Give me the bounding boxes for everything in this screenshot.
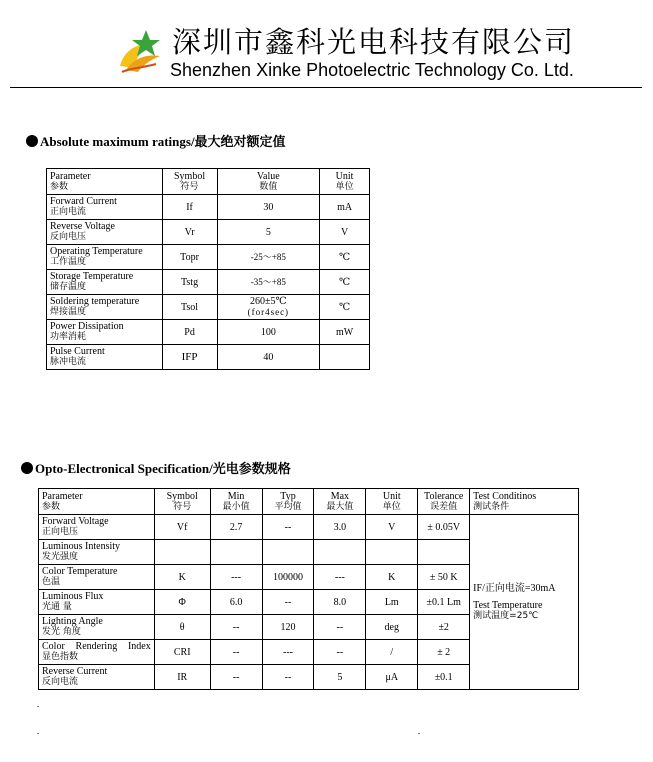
value-cell: 40 xyxy=(217,345,320,370)
typ-cell: --- xyxy=(262,640,314,665)
header-symbol: Symbol 符号 xyxy=(162,169,217,195)
tolerance-cell: ±0.1 Lm xyxy=(418,590,470,615)
table-row xyxy=(47,295,370,320)
min-cell: --- xyxy=(210,565,262,590)
max-cell: -- xyxy=(314,615,366,640)
bullet-icon xyxy=(26,135,38,147)
param-cell: Lighting Angle 发光 角度 xyxy=(39,615,155,640)
symbol-cell: Vr xyxy=(162,220,217,245)
header-unit: Unit 单位 xyxy=(320,169,370,195)
param-cell: Color Temperature 色温 xyxy=(39,565,155,590)
tolerance-cell xyxy=(418,540,470,565)
value-cell: 100 xyxy=(217,320,320,345)
symbol-cell: Tstg xyxy=(162,270,217,295)
header-symbol: Symbol 符号 xyxy=(154,489,210,515)
opto-electronical-spec-table xyxy=(38,488,579,690)
unit-cell: ℃ xyxy=(320,270,370,295)
table-row xyxy=(47,270,370,295)
document-header xyxy=(0,0,653,92)
param-cell: Forward Voltage 正向电压 xyxy=(39,515,155,540)
company-name-chinese: 深圳市鑫科光电科技有限公司 xyxy=(172,25,576,59)
typ-cell: 120 xyxy=(262,615,314,640)
stray-mark xyxy=(37,733,39,734)
param-cell: Reverse Current 反向电流 xyxy=(39,665,155,690)
symbol-cell: CRI xyxy=(154,640,210,665)
bullet-icon xyxy=(21,462,33,474)
value-cell: 30 xyxy=(217,195,320,220)
section-title-opto-spec xyxy=(21,458,291,477)
symbol-cell: Vf xyxy=(154,515,210,540)
param-cell: Power Dissipation 功率消耗 xyxy=(47,320,163,345)
stray-mark xyxy=(37,706,39,707)
tolerance-cell: ± 50 K xyxy=(418,565,470,590)
unit-cell: V xyxy=(366,515,418,540)
typ-cell: -- xyxy=(262,515,314,540)
tolerance-cell: ± 2 xyxy=(418,640,470,665)
min-cell: -- xyxy=(210,615,262,640)
max-cell: --- xyxy=(314,565,366,590)
symbol-cell: θ xyxy=(154,615,210,640)
min-cell: 6.0 xyxy=(210,590,262,615)
unit-cell: mA xyxy=(320,195,370,220)
param-cell: Forward Current 正向电流 xyxy=(47,195,163,220)
table-row xyxy=(47,220,370,245)
header-unit: Unit 单位 xyxy=(366,489,418,515)
min-cell xyxy=(210,540,262,565)
header-max: Max 最大值 xyxy=(314,489,366,515)
value-cell: -25～+85 xyxy=(217,245,320,270)
typ-cell: -- xyxy=(262,590,314,615)
company-logo xyxy=(116,28,168,76)
unit-cell: / xyxy=(366,640,418,665)
symbol-cell: Tsol xyxy=(162,295,217,320)
tolerance-cell: ±0.1 xyxy=(418,665,470,690)
table-row xyxy=(47,245,370,270)
symbol-cell xyxy=(154,540,210,565)
header-divider xyxy=(10,87,642,88)
param-cell: Luminous Intensity 发光强度 xyxy=(39,540,155,565)
unit-cell: deg xyxy=(366,615,418,640)
param-cell: Operating Temperature 工作温度 xyxy=(47,245,163,270)
header-test-conditions: Test Conditinos 测试条件 xyxy=(470,489,579,515)
header-parameter: Parameter 参数 xyxy=(39,489,155,515)
unit-cell: mW xyxy=(320,320,370,345)
param-cell: Pulse Current 脉冲电流 xyxy=(47,345,163,370)
tolerance-cell: ± 0.05V xyxy=(418,515,470,540)
unit-cell xyxy=(366,540,418,565)
header-typ: Typ 平均值 xyxy=(262,489,314,515)
value-cell: 260±5℃ (for4sec) xyxy=(217,295,320,320)
symbol-cell: If xyxy=(162,195,217,220)
symbol-cell: Φ xyxy=(154,590,210,615)
max-cell: -- xyxy=(314,640,366,665)
section-title-text: Absolute maximum ratings/最大绝对额定值 xyxy=(40,134,286,149)
header-parameter: Parameter 参数 xyxy=(47,169,163,195)
tolerance-cell: ±2 xyxy=(418,615,470,640)
max-cell: 5 xyxy=(314,665,366,690)
test-condition-line: IF/正向电流=30mA xyxy=(473,582,556,594)
min-cell: 2.7 xyxy=(210,515,262,540)
table-header-row xyxy=(47,169,370,195)
section-title-absolute-ratings xyxy=(26,131,286,150)
unit-cell: ℃ xyxy=(320,245,370,270)
table-row xyxy=(47,195,370,220)
table-row xyxy=(47,345,370,370)
header-tolerance: Tolerance 误差值 xyxy=(418,489,470,515)
test-conditions-cell xyxy=(470,515,579,690)
symbol-cell: Pd xyxy=(162,320,217,345)
symbol-cell: IR xyxy=(154,665,210,690)
typ-cell: -- xyxy=(262,665,314,690)
max-cell: 8.0 xyxy=(314,590,366,615)
table-row xyxy=(47,320,370,345)
header-min: Min 最小值 xyxy=(210,489,262,515)
symbol-cell: IFP xyxy=(162,345,217,370)
max-cell xyxy=(314,540,366,565)
typ-cell: 100000 xyxy=(262,565,314,590)
typ-cell xyxy=(262,540,314,565)
symbol-cell: Topr xyxy=(162,245,217,270)
section-title-text: Opto-Electronical Specification/光电参数规格 xyxy=(35,461,291,476)
unit-cell xyxy=(320,345,370,370)
min-cell: -- xyxy=(210,640,262,665)
min-cell: -- xyxy=(210,665,262,690)
absolute-ratings-table xyxy=(46,168,370,370)
stray-mark xyxy=(418,733,420,734)
unit-cell: Lm xyxy=(366,590,418,615)
value-cell: 5 xyxy=(217,220,320,245)
param-cell: Color Rendering Index 显色指数 xyxy=(39,640,155,665)
max-cell: 3.0 xyxy=(314,515,366,540)
param-cell: Luminous Flux 光通 量 xyxy=(39,590,155,615)
unit-cell: V xyxy=(320,220,370,245)
table-header-row xyxy=(39,489,579,515)
symbol-cell: K xyxy=(154,565,210,590)
test-condition-line: 测试温度=25℃ xyxy=(473,610,539,621)
param-cell: Storage Temperature 储存温度 xyxy=(47,270,163,295)
value-cell: -35～+85 xyxy=(217,270,320,295)
unit-cell: μA xyxy=(366,665,418,690)
param-cell: Soldering temperature 焊接温度 xyxy=(47,295,163,320)
test-condition-line: Test Temperature xyxy=(473,599,543,611)
company-name-english: Shenzhen Xinke Photoelectric Technology Co. Ltd. xyxy=(170,60,574,80)
unit-cell: ℃ xyxy=(320,295,370,320)
table-row xyxy=(39,515,579,540)
header-value: Value 数值 xyxy=(217,169,320,195)
param-cell: Reverse Voltage 反向电压 xyxy=(47,220,163,245)
unit-cell: K xyxy=(366,565,418,590)
